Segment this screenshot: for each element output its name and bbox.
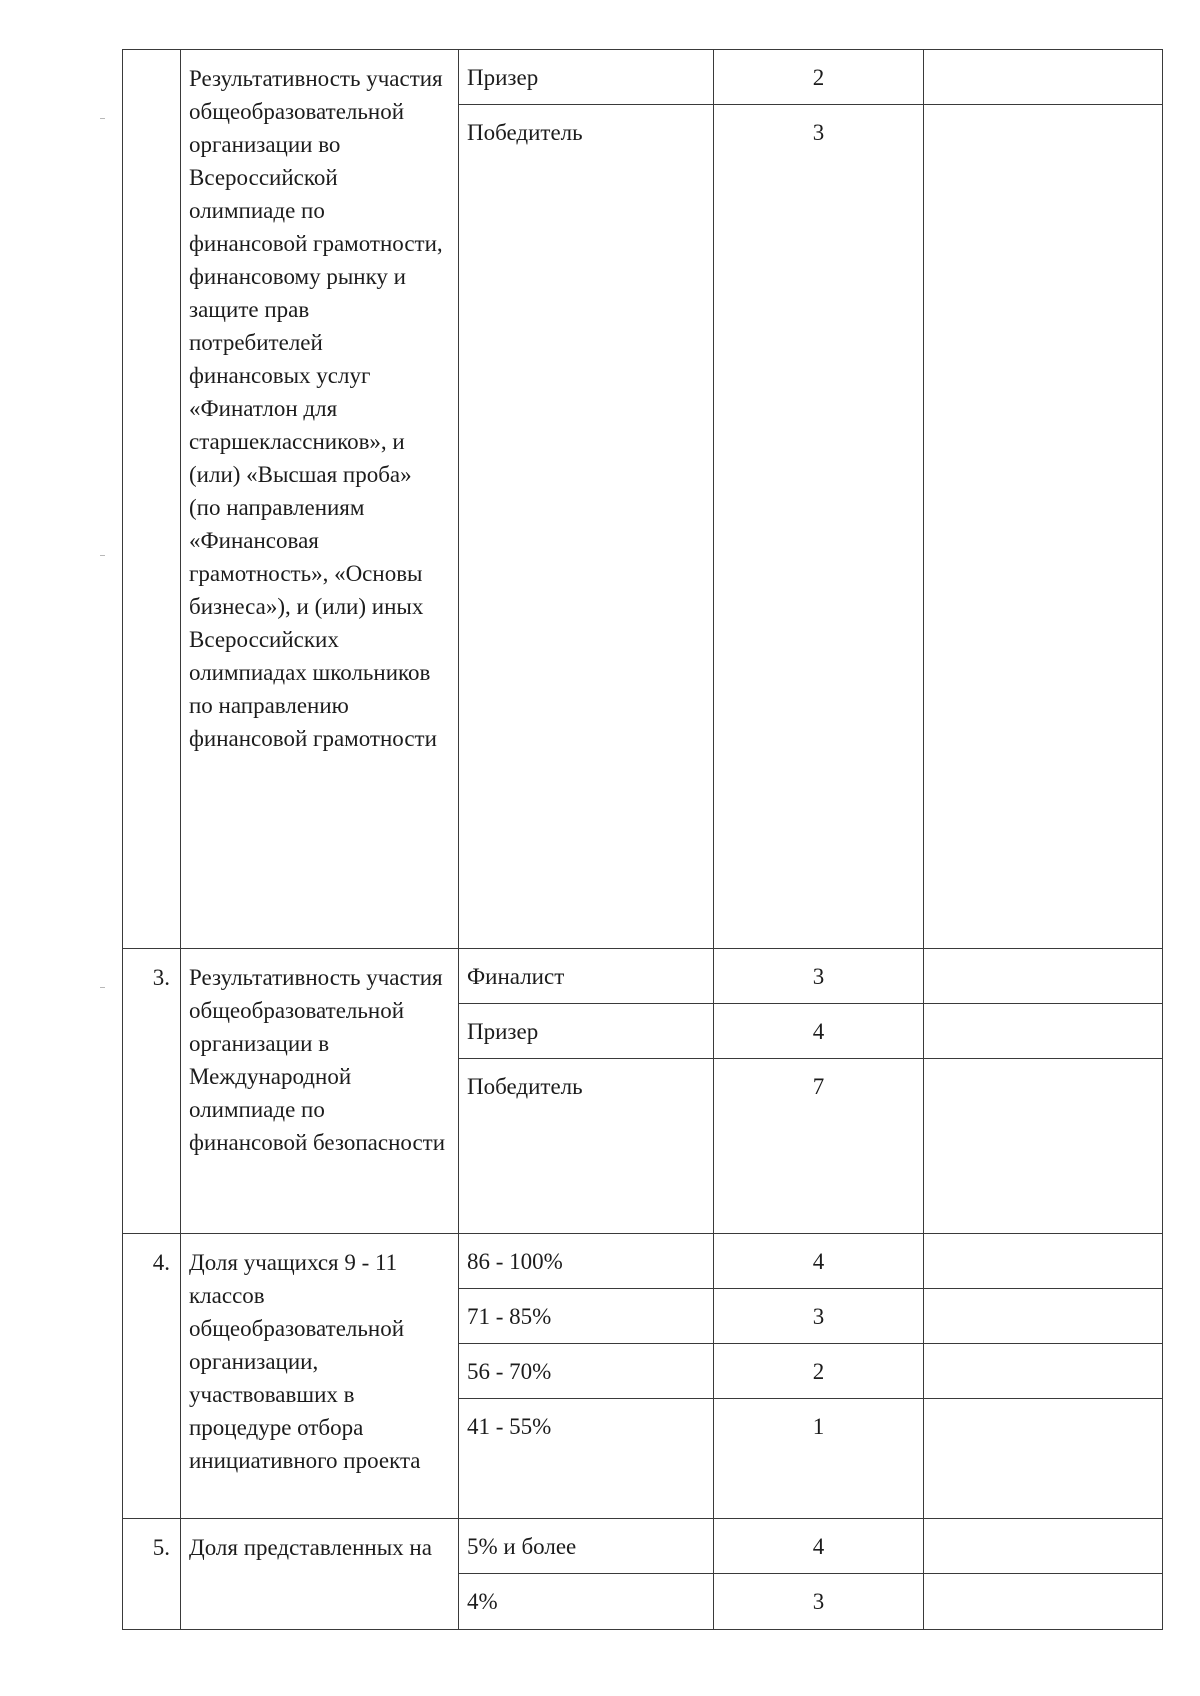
criterion-name: Доля учащихся 9 - 11 классов общеобразовательной организации, участвовавших в процедуре отбора инициативного проекта: [189, 1250, 421, 1473]
criterion-number: 3.: [123, 949, 181, 1234]
level-points: 2: [714, 50, 924, 105]
criterion-number: 4.: [123, 1234, 181, 1519]
level-points: 4: [714, 1004, 924, 1059]
level-points: 7: [714, 1059, 924, 1234]
criterion-row: [123, 50, 1163, 105]
score-cell: [924, 50, 1163, 105]
scan-speck: [100, 118, 105, 119]
level-label: 4%: [459, 1574, 714, 1630]
level-label: 56 - 70%: [459, 1344, 714, 1399]
level-label: 71 - 85%: [459, 1289, 714, 1344]
level-label: Победитель: [459, 1059, 714, 1234]
level-points: 4: [714, 1234, 924, 1289]
score-cell: [924, 1519, 1163, 1574]
criterion-name: Результативность участия общеобразовательной организации во Всероссийской олимпиаде по финансовой грамотности, финансовому рынку и защите прав потребителей финансовых услуг «Финатлон для старшеклассников», и (или) «Высшая проба» (по направлениям «Финансовая грамотность», «Основы бизнеса»), и (или) иных Всероссийских олимпиадах школьников по направлению финансовой грамотности: [189, 66, 443, 751]
level-points: 1: [714, 1399, 924, 1519]
level-points: 3: [714, 949, 924, 1004]
criterion-name-cell: [181, 1234, 459, 1519]
criteria-table: [122, 49, 1163, 1630]
level-label: 5% и более: [459, 1519, 714, 1574]
criterion-name-cell: [181, 50, 459, 949]
criterion-row: [123, 1519, 1163, 1574]
score-cell: [924, 1234, 1163, 1289]
level-points: 4: [714, 1519, 924, 1574]
criterion-row: [123, 949, 1163, 1004]
score-cell: [924, 105, 1163, 949]
level-label: Победитель: [459, 105, 714, 949]
criterion-number: [123, 50, 181, 949]
criterion-name-cell: [181, 1519, 459, 1630]
criterion-number: 5.: [123, 1519, 181, 1630]
level-label: 86 - 100%: [459, 1234, 714, 1289]
criterion-row: [123, 1234, 1163, 1289]
score-cell: [924, 1004, 1163, 1059]
level-label: 41 - 55%: [459, 1399, 714, 1519]
score-cell: [924, 1344, 1163, 1399]
score-cell: [924, 1059, 1163, 1234]
score-cell: [924, 1289, 1163, 1344]
level-points: 3: [714, 1574, 924, 1630]
scan-speck: [100, 987, 105, 988]
score-cell: [924, 1399, 1163, 1519]
score-cell: [924, 949, 1163, 1004]
level-points: 2: [714, 1344, 924, 1399]
level-label: Призер: [459, 1004, 714, 1059]
level-points: 3: [714, 1289, 924, 1344]
level-points: 3: [714, 105, 924, 949]
criterion-name: Результативность участия общеобразовательной организации в Международной олимпиаде по финансовой безопасности: [189, 965, 446, 1155]
criterion-name-cell: [181, 949, 459, 1234]
scan-speck: [100, 555, 105, 556]
score-cell: [924, 1574, 1163, 1630]
level-label: Призер: [459, 50, 714, 105]
criterion-name: Доля представленных на: [189, 1535, 432, 1560]
level-label: Финалист: [459, 949, 714, 1004]
